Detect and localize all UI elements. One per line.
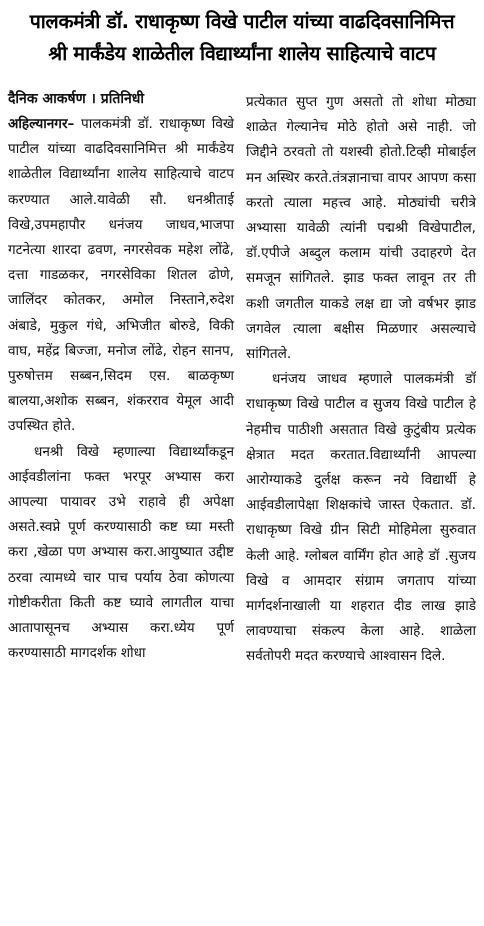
headline-line-2: श्री मार्कंडेय शाळेतील विद्यार्थ्यांना शालेय साहित्याचे वाटप	[48, 42, 436, 65]
headline-line-1: पालकमंत्री डॉ. राधाकृष्ण विखे पाटील यांच्या वाढदिवसानिमित्त	[29, 10, 455, 33]
paragraph-1	[8, 112, 234, 440]
paragraph-4: धनंजय जाधव म्हणाले पालकमंत्री डॉ राधाकृष्ण विखे पाटील व सुजय विखे पाटील हे नेहमीच पाठीशी असतात विखे कुटुंबीय प्रत्येक क्षेत्रात मदत करतात.विद्यार्थ्यांनी आपल्या आरोग्याकडे दुर्लक्ष करून नये विद्यार्थी हे आईवडीलापेक्षा शिक्षकांचे जास्त ऐकतात. डॉ. राधाकृष्ण विखे ग्रीन सिटी मोहिमेला सुरुवात केली आहे. ग्लोबल वार्मिंग होत आहे डॉ .सुजय विखे व आमदार संग्राम जगताप यांच्या मार्गदर्शनाखाली या शहरात दीड लाख झाडे लावण्याचा संकल्प केला आहे. शाळेला सर्वतोपरी मदत करण्याचे आश्वासन दिले.	[246, 371, 476, 665]
paragraph-1-text: पालकमंत्री डॉ. राधाकृष्ण विखे पाटील यांच्या वाढदिवसानिमित्त श्री मार्कंडेय शाळेतील विद्यार्थ्यांना शालेय साहित्याचे वाटप करण्यात आले.यावेळी सौ. धनश्रीताई विखे,उपमहापौर धनंजय जाधव,भाजपा गटनेत्या शारदा ढवण, नगरसेवक महेश लोंढे, दत्ता गाडळकर, नगरसेविका शितल ढोणे, जालिंदर कोतकर, अमोल निस्ताने,रुदेश अंबाडे, मुकुल गंधे, अभिजीत बोरुडे, विकी वाघ, महेंद्र बिज्जा, मनोज लोंढे, रोहन सानप, पुरुषोत्तम सब्बन,सिदम एस. बाळकृष्ण बालया,अशोक सब्बन, शंकरराव येमूल आदी उपस्थित होते.	[8, 116, 234, 435]
dateline: अहिल्यानगर–	[8, 116, 75, 132]
headline	[8, 6, 476, 70]
left-column	[8, 90, 234, 926]
paragraph-2: धनश्री विखे म्हणाल्या विद्यार्थ्यांकडून आईवडीलांना फक्त भरपूर अभ्यास करा आपल्या पायावर उभे राहावे ही अपेक्षा असते.स्वप्ने पूर्ण करण्यासाठी कष्ट घ्या मस्ती करा ,खेळा पण अभ्यास करा.आयुष्यात उद्दीष्ट ठरवा त्यामध्ये चार पाच पर्याय ठेवा कोणत्या गोष्टीकरीता किती कष्ट घ्यावे लागतील याचा आतापासूनच अभ्यास करा.ध्येय पूर्ण करण्यासाठी मागदर्शक शोधा	[8, 443, 234, 662]
article-columns	[8, 90, 476, 926]
paragraph-3: प्रत्येकात सुप्त गुण असतो तो शोधा मोठ्या शाळेत गेल्यानेच मोठे होतो असे नाही. जो जिद्दीने ठरवतो तो यशस्वी होतो.टिव्ही मोबाईल मन अस्थिर करते.तंत्रज्ञानाचा वापर आपण कसा करतो त्याला महत्त्व आहे. मोठ्यांची चरीत्रे अभ्यासा यावेळी त्यांनी पद्मश्री विखेपाटील, डॉ.एपीजे अब्दुल कलाम यांची उदाहरणे देत समजून सांगितले. झाड फक्त लावून तर ती कशी जगतील याकडे लक्ष द्या जो वर्षभर झाड जगवेल त्याला बक्षीस मिळणार असल्याचे सांगितले.	[246, 94, 476, 363]
byline: दैनिक आकर्षण । प्रतिनिधी	[8, 91, 144, 107]
right-column	[246, 90, 476, 926]
